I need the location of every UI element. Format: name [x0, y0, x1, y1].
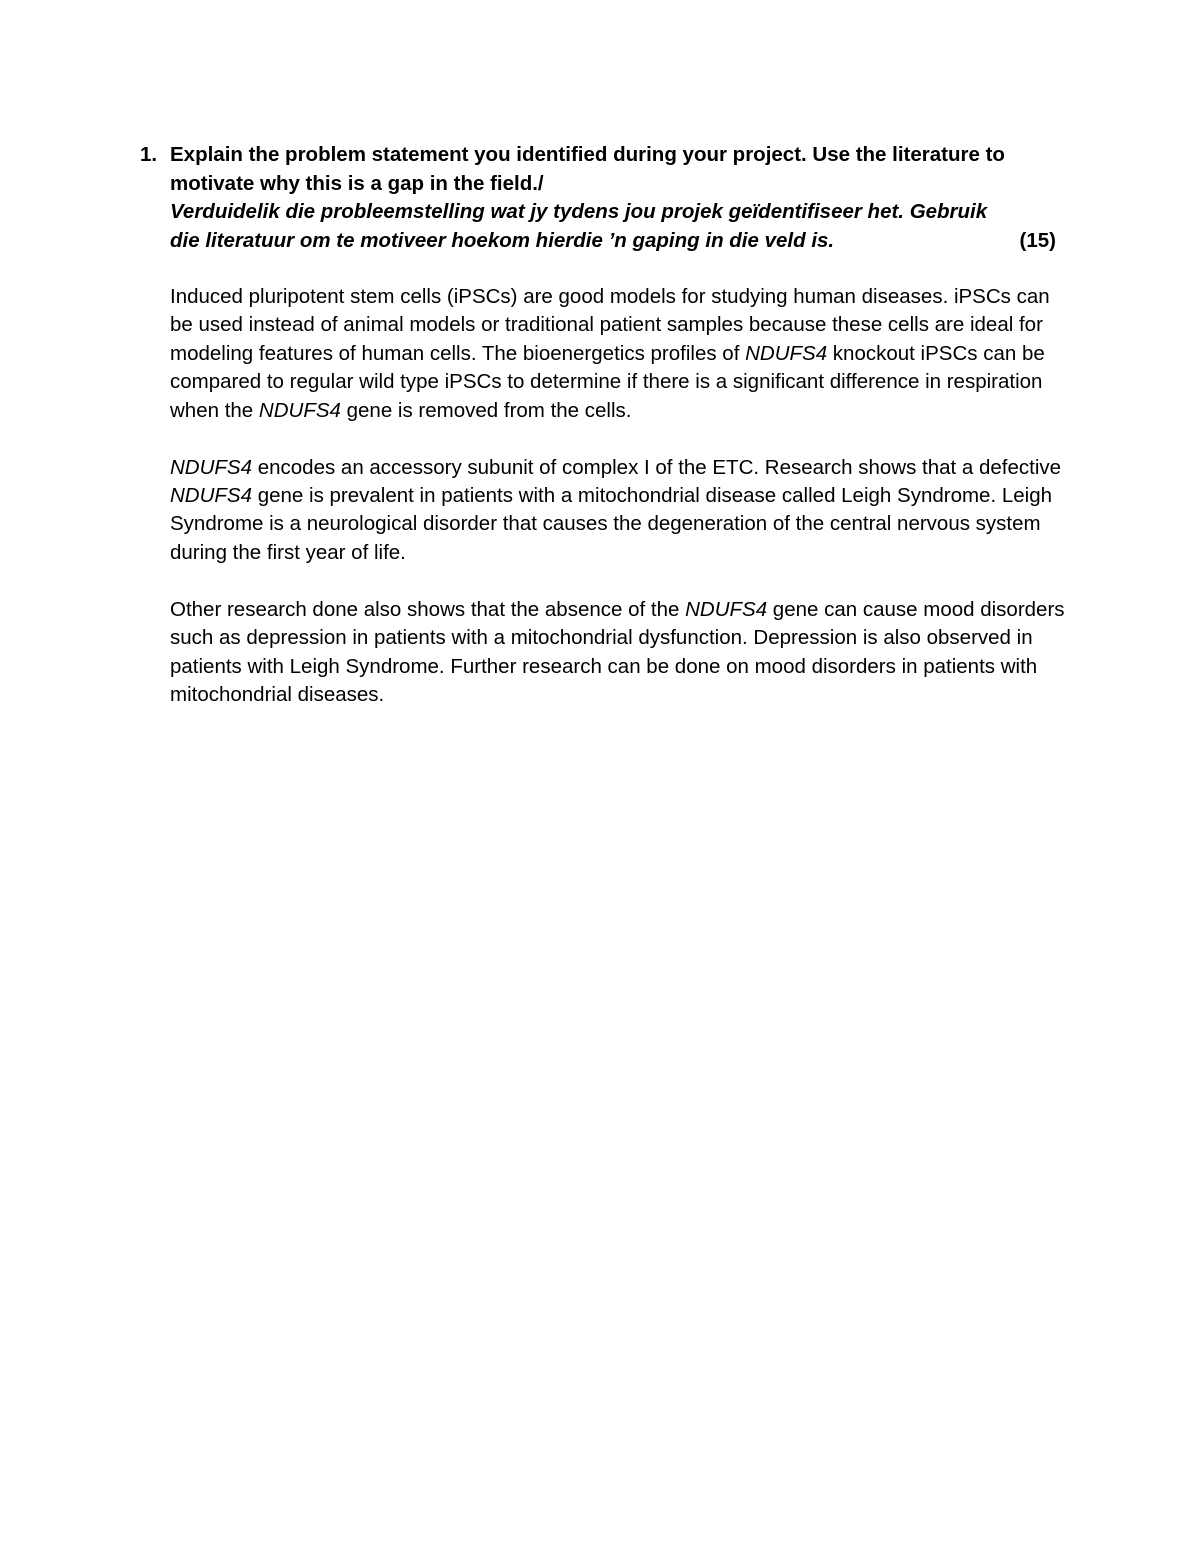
answer-p3-text-a: Other research done also shows that the absence of the — [170, 597, 686, 621]
question-english: Explain the problem statement you identified during your project. Use the literature to motivate why this is a gap in the field./ — [170, 143, 1005, 195]
answer-p1-text-c: gene is removed from the cells. — [340, 398, 632, 422]
answer-block — [170, 283, 1070, 738]
answer-p1-text-b: knockout iPSCs can be compared to regular wild type iPSCs to determine if there is a significant difference in respiration when the — [170, 341, 1045, 422]
question-afrikaans-line2: die literatuur om te motiveer hoekom hierdie ’n gaping in die veld is. — [170, 228, 835, 252]
gene-name: NDUFS4 — [170, 484, 253, 508]
gene-name: NDUFS4 — [685, 597, 768, 621]
question-afrikaans-line2-row — [170, 227, 1056, 256]
answer-p2-text-b: gene is prevalent in patients with a mitochondrial disease called Leigh Syndrome. Leigh Syndrome is a neurological disorder that causes the degeneration of the central nervous system during the first year of life. — [170, 484, 1052, 564]
gene-name: NDUFS4 — [258, 398, 341, 422]
question-text — [170, 141, 1070, 255]
answer-paragraph-1 — [170, 283, 1070, 425]
gene-name: NDUFS4 — [745, 341, 828, 365]
answer-paragraph-2 — [170, 454, 1070, 568]
answer-p1-text-a: Induced pluripotent stem cells (iPSCs) are good models for studying human diseases. iPSCs can be used instead of animal models or traditional patient samples because these cells are ideal for modeling features of human cells. The bioenergetics profiles of — [170, 285, 1050, 365]
question-number: 1. — [140, 143, 158, 166]
question-afrikaans-line1: Verduidelik die probleemstelling wat jy tydens jou projek geïdentifiseer het. Gebruik — [170, 200, 988, 224]
answer-p2-text-a: encodes an accessory subunit of complex I of the ETC. Research shows that a defective — [252, 455, 1062, 479]
answer-paragraph-3 — [170, 596, 1070, 710]
gene-name: NDUFS4 — [170, 455, 253, 479]
answer-p3-text-b: gene can cause mood disorders such as depression in patients with a mitochondrial dysfunction. Depression is also observed in patients with Leigh Syndrome. Further research can be done on mood disorders in patients with mitochondrial diseases. — [170, 597, 1065, 707]
question-marks: (15) — [1019, 228, 1056, 252]
question-block — [140, 141, 1070, 255]
